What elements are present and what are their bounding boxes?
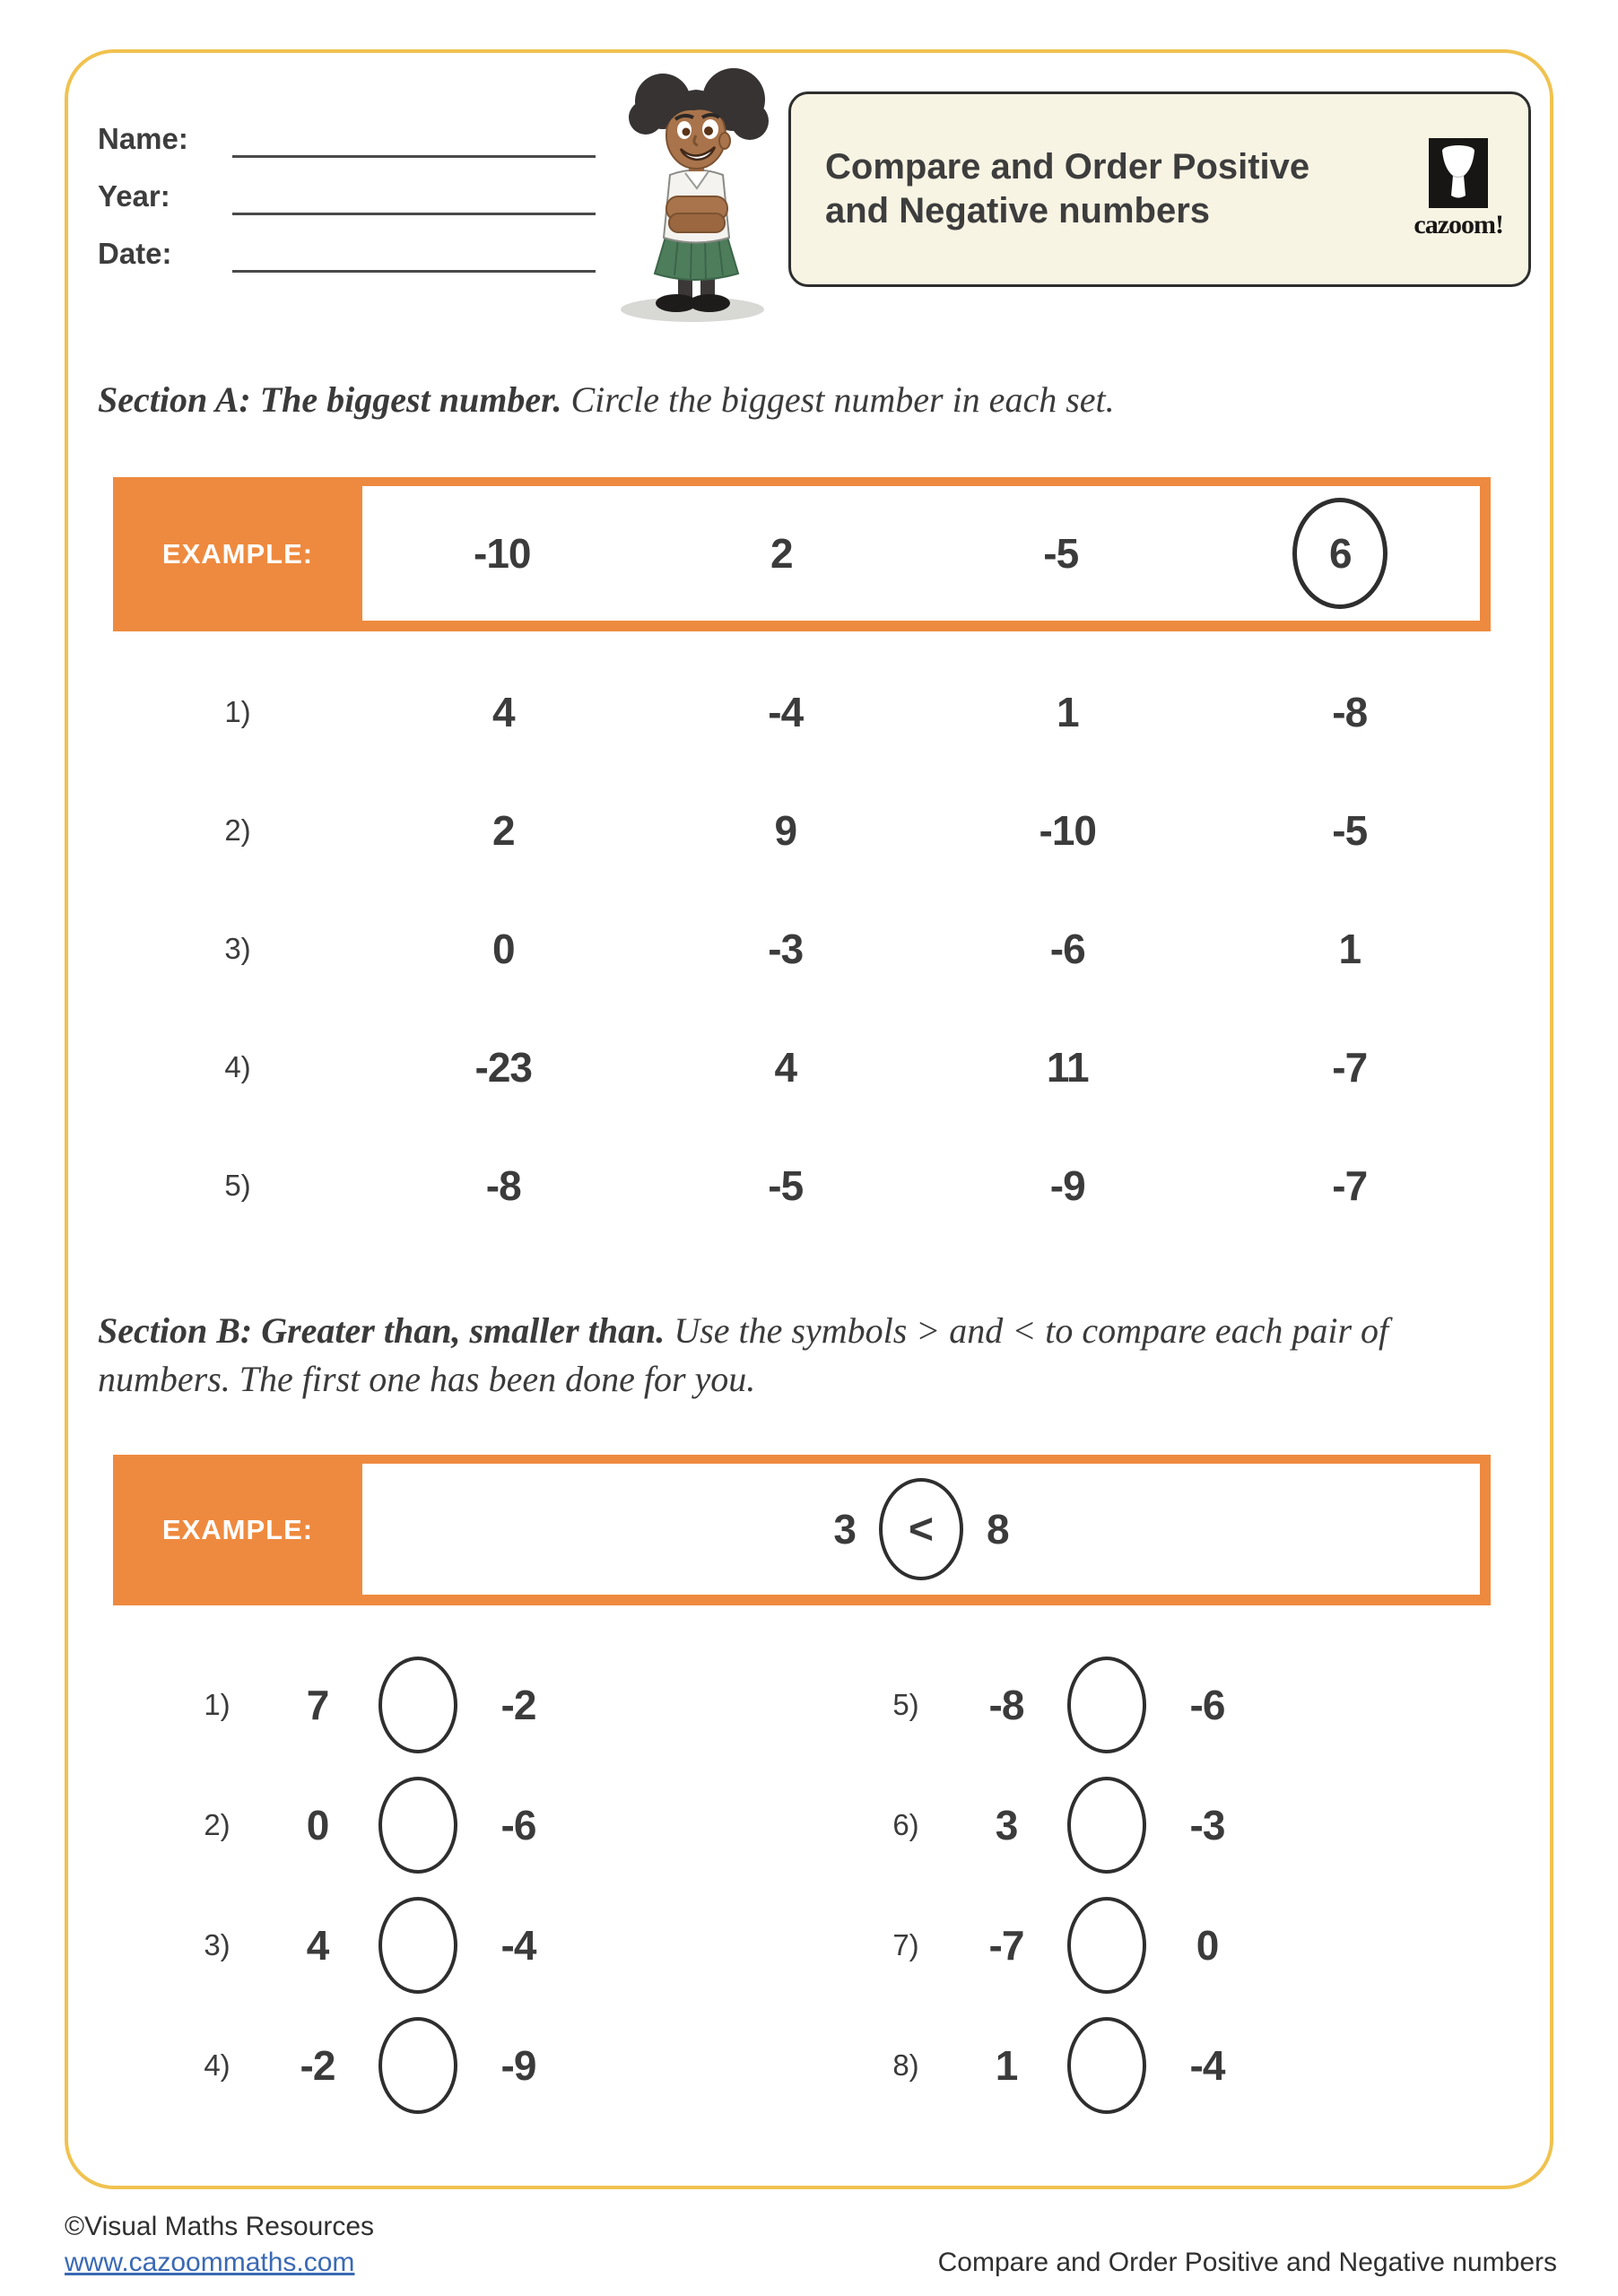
left-number: 3 bbox=[995, 1802, 1018, 1848]
number-option[interactable]: -5 bbox=[1332, 807, 1368, 854]
number-option[interactable]: 11 bbox=[1046, 1044, 1089, 1091]
djembe-drum-icon bbox=[1429, 138, 1488, 208]
row-number: 8) bbox=[892, 2048, 919, 2082]
number-option[interactable]: -7 bbox=[1332, 1162, 1368, 1209]
worksheet-border bbox=[65, 49, 1553, 2189]
number-option[interactable]: 2 bbox=[491, 807, 515, 854]
number-option[interactable]: -7 bbox=[1332, 1044, 1368, 1091]
row-number: 2) bbox=[224, 813, 251, 847]
row-number: 1) bbox=[224, 695, 251, 728]
answer-circle[interactable] bbox=[1067, 1777, 1146, 1874]
number-option[interactable]: -10 bbox=[1039, 807, 1096, 854]
copyright-text: ©Visual Maths Resources bbox=[65, 2212, 375, 2241]
cazoommaths-link[interactable]: www.cazoommaths.com bbox=[65, 2248, 355, 2277]
right-number: -6 bbox=[1189, 1682, 1225, 1728]
right-number: -9 bbox=[500, 2042, 536, 2089]
section-a-row-5 bbox=[113, 1126, 1491, 1245]
name-input-line[interactable] bbox=[232, 122, 596, 158]
section-a-row-3 bbox=[113, 890, 1491, 1008]
section-b-example-box bbox=[113, 1455, 1491, 1605]
section-a-heading-bold: Section A: The biggest number. bbox=[98, 379, 562, 420]
section-b-example-content bbox=[362, 1464, 1480, 1595]
row-number: 5) bbox=[224, 1169, 251, 1202]
year-field-row bbox=[98, 158, 596, 215]
year-input-line[interactable] bbox=[232, 179, 596, 215]
section-a-heading bbox=[98, 376, 1515, 424]
right-number: -4 bbox=[1189, 2042, 1225, 2089]
date-label: Date: bbox=[98, 237, 172, 270]
answer-circle[interactable] bbox=[1067, 2017, 1146, 2114]
left-number: 0 bbox=[306, 1802, 329, 1848]
section-b-row-7 bbox=[802, 1885, 1491, 2005]
answer-circle[interactable] bbox=[378, 1777, 457, 1874]
date-input-line[interactable] bbox=[232, 237, 596, 273]
example-number: 2 bbox=[770, 530, 793, 577]
example-left-number: 3 bbox=[833, 1506, 856, 1552]
left-number: 7 bbox=[306, 1682, 329, 1728]
right-number: -2 bbox=[500, 1682, 536, 1728]
right-number: -3 bbox=[1189, 1802, 1225, 1848]
answer-circle[interactable] bbox=[378, 2017, 457, 2114]
section-b-row-8 bbox=[802, 2005, 1491, 2126]
number-option[interactable]: 1 bbox=[1056, 689, 1079, 735]
section-b-left-column bbox=[113, 1645, 802, 2126]
date-field-row bbox=[98, 215, 596, 273]
left-number: -2 bbox=[300, 2042, 335, 2089]
cazoom-logo-text: cazoom! bbox=[1414, 210, 1503, 239]
left-number: -7 bbox=[988, 1922, 1024, 1969]
section-a-row-1 bbox=[113, 653, 1491, 771]
section-b-row-5 bbox=[802, 1645, 1491, 1765]
left-number: -8 bbox=[988, 1682, 1024, 1728]
answer-circle[interactable] bbox=[378, 1657, 457, 1753]
example-number: -10 bbox=[474, 530, 531, 577]
section-b-row-4 bbox=[113, 2005, 802, 2126]
worksheet-title: Compare and Order Positive and Negative numbers bbox=[825, 147, 1310, 230]
number-option[interactable]: -23 bbox=[474, 1044, 532, 1091]
row-number: 1) bbox=[204, 1688, 231, 1721]
answer-circle[interactable] bbox=[1067, 1897, 1146, 1994]
section-a-rows bbox=[113, 653, 1491, 1245]
example-right-number: 8 bbox=[987, 1506, 1009, 1552]
section-a-example-box bbox=[113, 477, 1491, 631]
number-option[interactable]: -6 bbox=[1049, 926, 1085, 972]
section-b-row-2 bbox=[113, 1765, 802, 1885]
number-option[interactable]: -9 bbox=[1049, 1162, 1085, 1209]
section-a-row-4 bbox=[113, 1008, 1491, 1126]
number-option[interactable]: 4 bbox=[491, 689, 515, 735]
circled-answer bbox=[1292, 498, 1387, 609]
row-number: 3) bbox=[204, 1928, 231, 1961]
section-b-row-1 bbox=[113, 1645, 802, 1765]
number-option[interactable]: 1 bbox=[1338, 926, 1361, 972]
answer-circle[interactable] bbox=[1067, 1657, 1146, 1753]
row-number: 7) bbox=[892, 1928, 919, 1961]
section-b-right-column bbox=[802, 1645, 1491, 2126]
number-option[interactable]: 0 bbox=[491, 926, 515, 972]
example-number: -5 bbox=[1043, 530, 1079, 577]
right-number: -4 bbox=[500, 1922, 536, 1969]
number-option[interactable]: -8 bbox=[485, 1162, 521, 1209]
footer-worksheet-title: Compare and Order Positive and Negative numbers bbox=[937, 2248, 1557, 2277]
row-number: 3) bbox=[224, 932, 251, 965]
section-a-example-content bbox=[362, 486, 1480, 621]
left-number: 1 bbox=[995, 2042, 1018, 2089]
section-b-row-3 bbox=[113, 1885, 802, 2005]
circled-symbol: < bbox=[879, 1478, 963, 1580]
example-label: EXAMPLE: bbox=[161, 538, 314, 570]
name-field-row bbox=[98, 100, 596, 158]
number-option[interactable]: -3 bbox=[768, 926, 804, 972]
section-b-row-6 bbox=[802, 1765, 1491, 1885]
example-label: EXAMPLE: bbox=[161, 1514, 314, 1545]
row-number: 2) bbox=[204, 1808, 231, 1841]
row-number: 4) bbox=[204, 2048, 231, 2082]
example-number-circled: 6 bbox=[1328, 530, 1352, 577]
section-b-heading-rest: Use the symbols > and < to compare each pair of numbers. The first one has been done for you. bbox=[98, 1310, 1389, 1399]
section-a-row-2 bbox=[113, 771, 1491, 890]
answer-circle[interactable] bbox=[378, 1897, 457, 1994]
student-illustration bbox=[578, 62, 811, 326]
section-a-heading-rest: Circle the biggest number in each set. bbox=[561, 379, 1115, 420]
header-fields bbox=[98, 100, 596, 273]
title-box bbox=[788, 91, 1531, 287]
number-option[interactable]: 9 bbox=[774, 807, 797, 854]
right-number: 0 bbox=[1196, 1922, 1219, 1969]
row-number: 4) bbox=[224, 1050, 251, 1083]
left-number: 4 bbox=[306, 1922, 329, 1969]
section-b-heading-bold: Section B: Greater than, smaller than. bbox=[98, 1310, 665, 1351]
number-option[interactable]: -5 bbox=[768, 1162, 804, 1209]
row-number: 5) bbox=[892, 1688, 919, 1721]
row-number: 6) bbox=[892, 1808, 919, 1841]
section-b-questions bbox=[113, 1645, 1491, 2126]
section-b-heading bbox=[98, 1307, 1515, 1404]
number-option[interactable]: 4 bbox=[774, 1044, 797, 1091]
name-label: Name: bbox=[98, 122, 188, 155]
number-option[interactable]: -4 bbox=[768, 689, 804, 735]
right-number: -6 bbox=[500, 1802, 536, 1848]
number-option[interactable]: -8 bbox=[1332, 689, 1368, 735]
cazoom-logo bbox=[1414, 138, 1503, 240]
year-label: Year: bbox=[98, 179, 170, 213]
